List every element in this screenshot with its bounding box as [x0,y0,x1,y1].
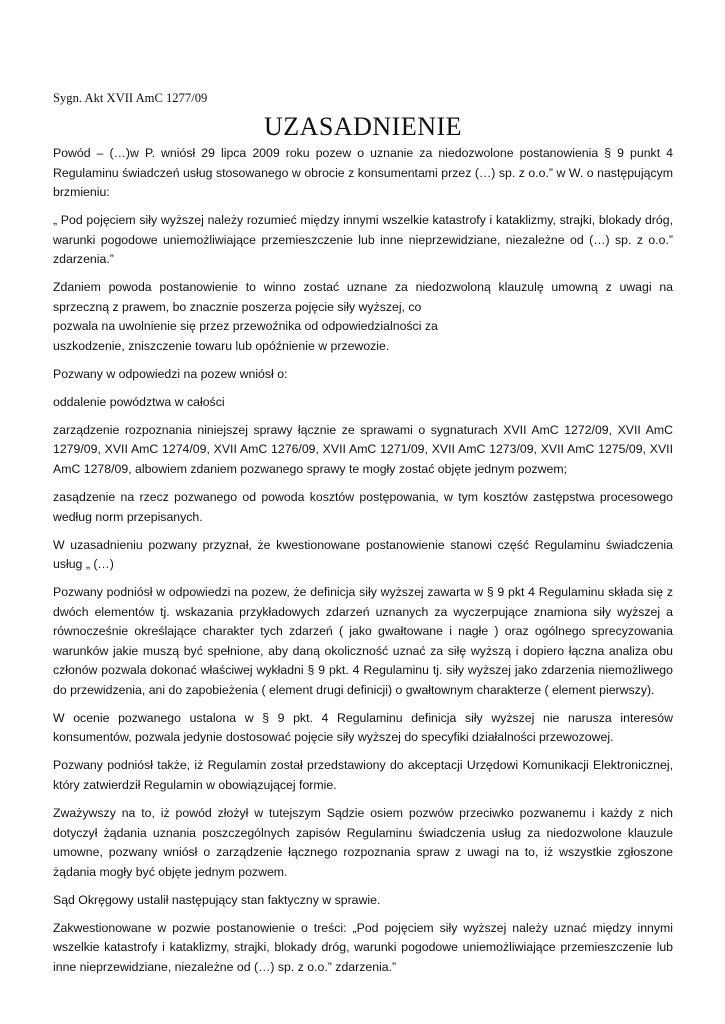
paragraph-joint-examination: zarządzenie rozpoznania niniejszej sprawy łącznie ze sprawami o sygnaturach XVII AmC 1272/09, XVII AmC 1279/09, XVII AmC 1274/09, XVII AmC 1276/09, XVII AmC 1271/09, XVII AmC 1273/09, XVII AmC 1275/09, XVII AmC 1278/09, albowiem zdaniem pozwanego sprawy te mogły zostać objęte jednym pozwem; [53,422,673,476]
case-number: Sygn. Akt XVII AmC 1277/09 [53,91,208,105]
paragraph-plaintiff-opinion [53,278,673,356]
paragraph-dismissal: oddalenie powództwa w całości [53,394,225,409]
paragraph-costs: zasądzenie na rzecz pozwanego od powoda kosztów postępowania, w tym kosztów zastępstwa procesowego według norm przepisanych. [53,490,673,524]
paragraph-definition-argument: Pozwany podniósł w odpowiedzi na pozew, że definicja siły wyższej zawarta w § 9 pkt 4 Regulaminu składa się z dwóch elementów tj. wskazania przykładowych zdarzeń uznanych za wyczerpujące znamiona siły wyższej a równocześnie określające charakter tych zdarzeń ( jako gwałtowane i nagłe ) oraz ogólnego sprecyzowania warunków jakie muszą być spełnione, aby daną okoliczność uznać za siłę wyższą i dopiero łączna analiza obu członów pozwala dokonać właściwej wykładni § 9 pkt. 4 Regulaminu tj. siły wyższej jako zdarzenia niemożliwego do przewidzenia, ani do zapobieżenia ( element drugi definicji) o gwałtownym charakterze ( element pierwszy). [53,585,673,697]
paragraph-claim: Powód – (…)w P. wniósł 29 lipca 2009 roku pozew o uznanie za niedozwolone postanowienia § 9 punkt 4 Regulaminu świadczeń usług stosowanego w obrocie z konsumentami przez (…) sp. z o.o.” w W. o następującym brzmieniu: [53,146,673,199]
paragraph-eight-lawsuits: Zważywszy na to, iż powód złożył w tutejszym Sądzie osiem pozwów przeciwko pozwanemu i każdy z nich dotyczył żądania uznania poszczególnych zapisów Regulaminu świadczenia usług za niedozwolone klauzule umowne, pozwany wniósł o zarządzenie łącznego rozpoznania spraw z uwagi na to, iż wszystkie zgłoszone żądania mogły być objęte jednym pozwem. [53,806,673,879]
document-body [53,144,673,977]
paragraph-line: pozwala na uwolnienie się przez przewoźnika od odpowiedzialności za [53,319,438,334]
paragraph-defendant-assessment: W ocenie pozwanego ustalona w § 9 pkt. 4 Regulaminu definicja siły wyższej nie narusza interesów konsumentów, pozwala jedynie dostosować pojęcie siły wyższej do specyfiki działalności przewozowej. [53,710,673,745]
paragraph-line: uszkodzenie, zniszczenie towaru lub opóźnienie w przewozie. [53,338,390,353]
document-title: UZASADNIENIE [263,112,463,141]
paragraph-line: Zdaniem powoda postanowienie to winno zostać uznane za niedozwoloną klauzulę umowną z uwagi na sprzeczną z prawem, bo znacznie poszerza pojęcie siły wyższej, co [53,280,673,314]
paragraph-defendant-admission: W uzasadnieniu pozwany przyznał, że kwestionowane postanowienie stanowi część Regulaminu świadczenia usług „ (…) [53,537,673,572]
paragraph-contested-clause: Zakwestionowane w pozwie postanowienie o treści: „Pod pojęciem siły wyższej należy uznać między innymi wszelkie katastrofy i kataklizmy, strajki, blokady dróg, warunki pogodowe uniemożliwiające przemieszczenie lub inne nieprzewidziane, niezależne od (…) sp. z o.o.” zdarzenia.” [53,920,673,974]
paragraph-court-findings: Sąd Okręgowy ustalił następujący stan faktyczny w sprawie. [53,892,381,907]
paragraph-uke-approval: Pozwany podniósł także, iż Regulamin został przedstawiony do akceptacji Urzędowi Komunikacji Elektronicznej, który zatwierdził Regulamin w obowiązującej formie. [53,758,673,792]
paragraph-quoted-clause: „ Pod pojęciem siły wyższej należy rozumieć między innymi wszelkie katastrofy i kataklizmy, strajki, blokady dróg, warunki pogodowe uniemożliwiające przemieszczenie lub inne nieprzewidziane, niezależne od (…) sp. z o.o.” zdarzenia.” [53,213,673,267]
paragraph-defendant-response: Pozwany w odpowiedzi na pozew wniósł o: [53,366,288,381]
